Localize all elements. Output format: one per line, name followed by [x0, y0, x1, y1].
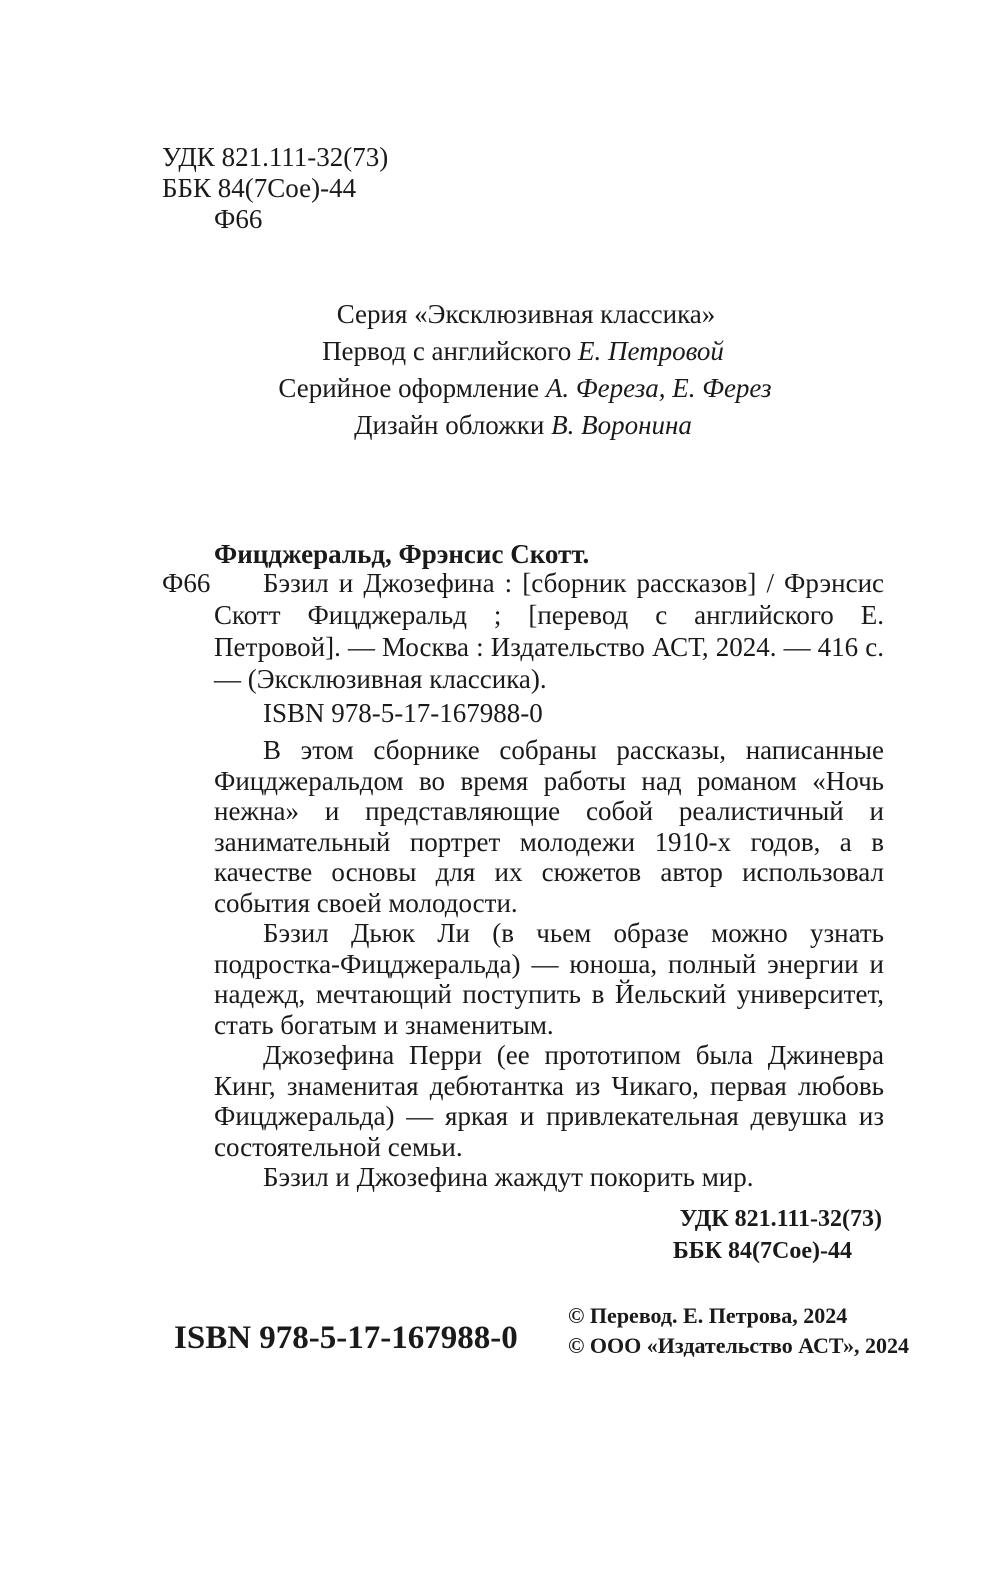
translation-prefix: Первод с английского [322, 336, 572, 366]
bottom-bbk-code: ББК 84(7Сое)-44 [672, 1238, 852, 1264]
author-heading: Фицджеральд, Фрэнсис Скотт. [214, 539, 590, 569]
isbn-large: ISBN 978-5-17-167988-0 [174, 1320, 518, 1356]
design-prefix: Серийное оформление [278, 373, 540, 403]
bottom-udk-code: УДК 821.111-32(73) [679, 1206, 882, 1232]
series-design-line [50, 370, 1000, 407]
series-line: Серия «Эксклюзивная классика» [336, 299, 716, 329]
udk-code: УДК 821.111-32(73) [162, 142, 389, 172]
author-sign: Ф66 [214, 204, 263, 234]
cover-design-line [46, 407, 1000, 444]
isbn-line: ISBN 978-5-17-167988-0 [263, 698, 543, 728]
designer-names: А. Фереза, Е. Ферез [545, 373, 772, 403]
cover-designer-name: В. Воронина [551, 410, 692, 440]
cover-prefix: Дизайн обложки [354, 410, 545, 440]
bottom-classification-codes [0, 1203, 884, 1267]
description-text: Бэзил и Джозефина : [сборник рассказов] / Фрэнсис Скотт Фицджеральд ; [перевод с английского Е. Петровой]. — Москва : Издательство АСТ, 2024. — 416 с. — (Эксклюзивная классика). [214, 568, 884, 694]
annotation-paragraph-2: Бэзил Дьюк Ли (в чьем образе можно узнать подростка-Фицджеральда) — юноша, полный энергии и надежд, мечтающий поступить в Йельский университет, стать богатым и знаменитым. [214, 918, 884, 1040]
copyright-translation: © Перевод. Е. Петрова, 2024 [568, 1303, 848, 1328]
translation-line [46, 333, 1000, 370]
credits-block [0, 296, 1000, 444]
bbk-code: ББК 84(7Сое)-44 [162, 173, 357, 203]
annotation [214, 735, 884, 1193]
copyright-block [568, 1301, 909, 1361]
translator-name: Е. Петровой [577, 336, 724, 366]
annotation-paragraph-3: Джозефина Перри (ее прототипом была Джиневра Кинг, знаменитая дебютантка из Чикаго, первая любовь Фицджеральда) — яркая и привлекательная девушка из состоятельной семьи. [214, 1040, 884, 1162]
annotation-paragraph-4: Бэзил и Джозефина жаждут покорить мир. [263, 1162, 754, 1192]
annotation-paragraph-1: В этом сборнике собраны рассказы, написанные Фицджеральдом во время работы над романом «Ночь нежна» и представляющие собой реалистичный и занимательный портрет молодежи 1910-х годов, а в качестве основы для их сюжетов автор использовал события своей молодости. [214, 735, 884, 918]
bibliographic-description [214, 567, 884, 695]
bibliographic-sign: Ф66 [162, 568, 211, 598]
copyright-publisher: © ООО «Издательство АСТ», 2024 [568, 1333, 910, 1358]
classification-codes [162, 142, 388, 235]
